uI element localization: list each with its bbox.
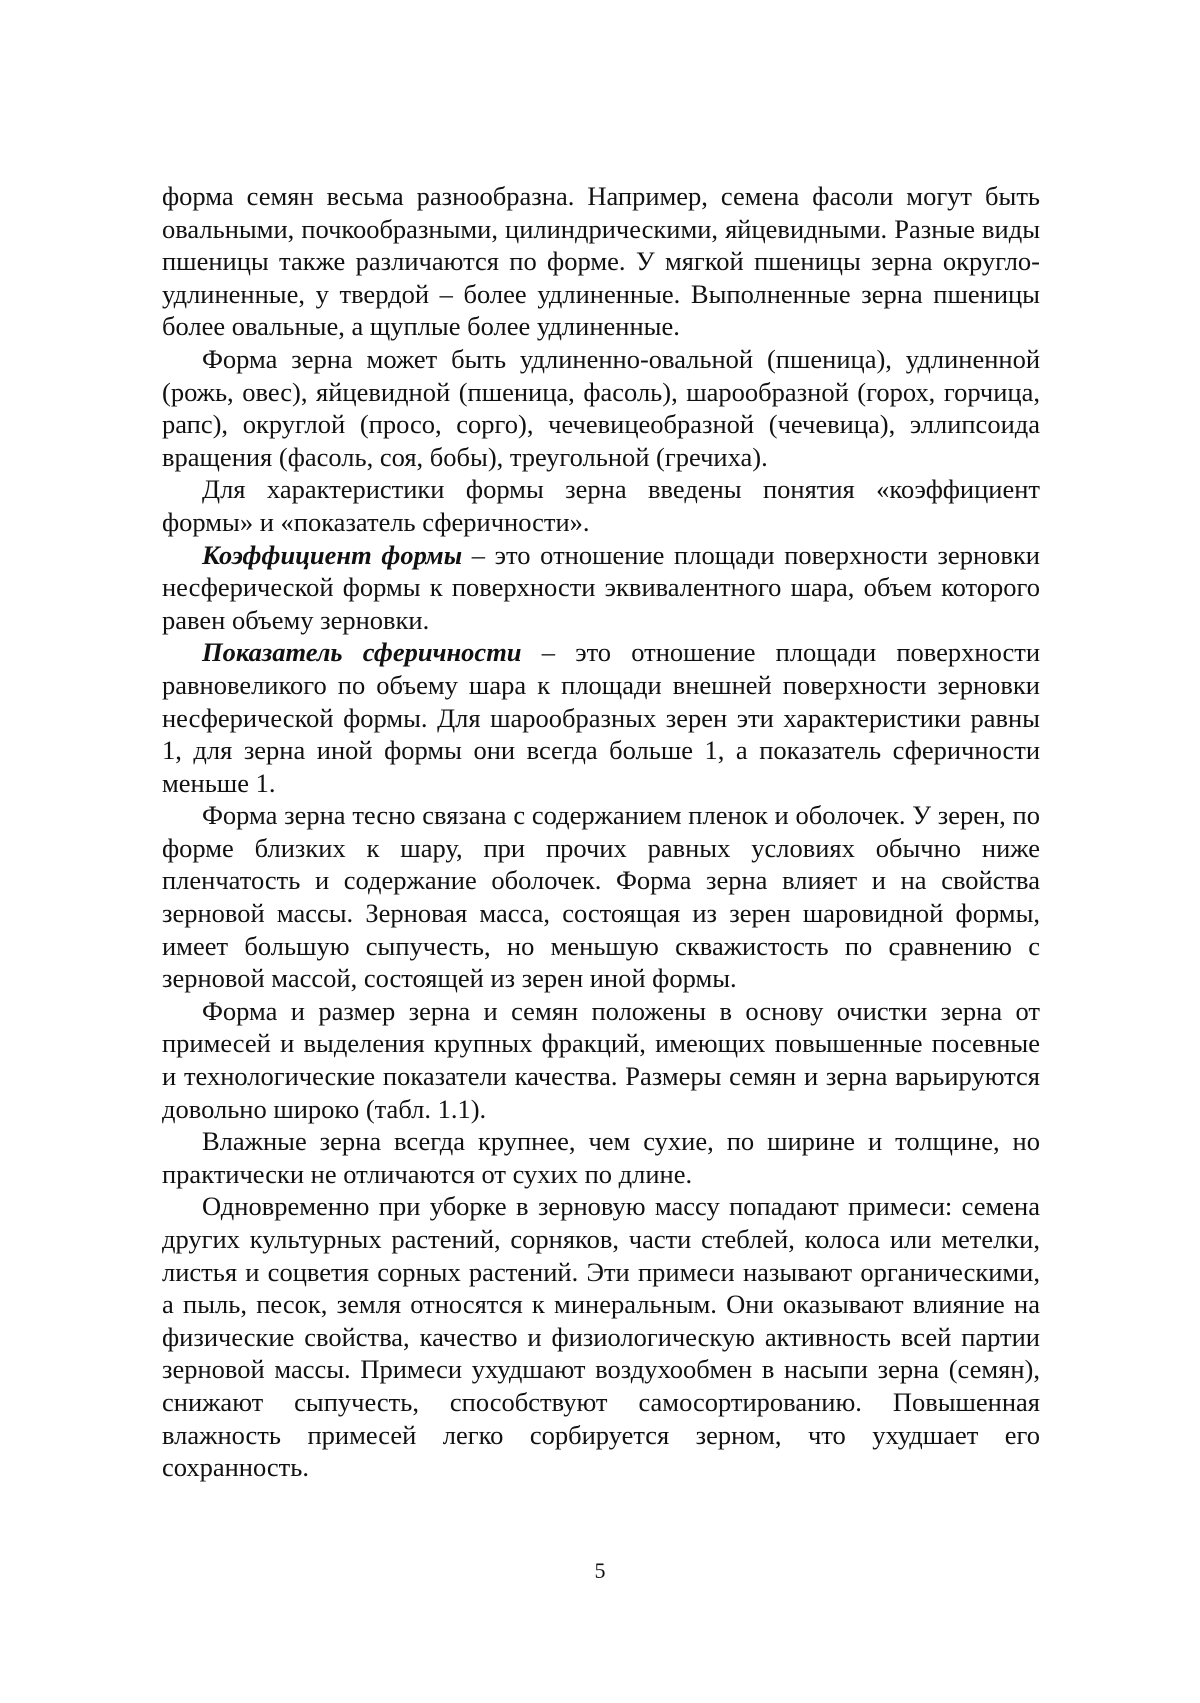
paragraph-moist-grains: Влажные зерна всегда крупнее, чем сухие, по ширине и толщине, но практически не отличаются от сухих по длине. (162, 1126, 1040, 1189)
paragraph-shape-and-husks: Форма зерна тесно связана с содержанием пленок и оболочек. У зерен, по форме близких к шару, при прочих равных условиях обычно ниже пленчатость и содержание оболочек. Форма зерна влияет и на свойства зерновой массы. Зерновая масса, состоящая из зерен шаровидной формы, имеет большую сыпучесть, но меньшую скважистость по сравнению с зерновой массой, состоящей из зерен иной формы. (162, 800, 1040, 994)
body-text (162, 180, 1040, 1484)
paragraph-grain-shape-types: Форма зерна может быть удлиненно-овальной (пшеница), удлиненной (рожь, овес), яйцевидной (пшеница, фасоль), шарообразной (горох, горчица, рапс), округлой (просо, сорго), чечевицеобразной (чечевица), эллипсоида вращения (фасоль, соя, бобы), треугольной (гречиха). (162, 343, 1040, 472)
page-number: 5 (594, 1558, 606, 1583)
term-shape-coefficient: Коэффициент формы (202, 539, 463, 570)
paragraph-shape-coefficient (162, 539, 1040, 637)
paragraph-shape-concepts: Для характеристики формы зерна введены понятия «коэффициент формы» и «показатель сферичности». (162, 474, 1040, 537)
paragraph-shape-and-cleaning: Форма и размер зерна и семян положены в основу очистки зерна от примесей и выделения крупных фракций, имеющих повышенные посевные и технологические показатели качества. Размеры семян и зерна варьируются довольно широко (табл. 1.1). (162, 995, 1040, 1124)
term-sphericity-index: Показатель сферичности (202, 637, 522, 668)
paragraph-impurities: Одновременно при уборке в зерновую массу попадают примеси: семена других культурных растений, сорняков, части стеблей, колоса или метелки, листья и соцветия сорных растений. Эти примеси называют органическими, а пыль, песок, земля относятся к минеральным. Они оказывают влияние на физические свойства, качество и физиологическую активность всей партии зерновой массы. Примеси ухудшают воздухообмен в насыпи зерна (семян), снижают сыпучесть, способствуют самосортированию. Повышенная влажность примесей легко сорбируется зерном, что ухудшает его сохранность. (162, 1191, 1040, 1483)
definition-shape-coefficient: – это отношение площади поверхности зерновки несферической формы к поверхности эквивалентного шара, объем которого равен объему зерновки. (162, 539, 1040, 635)
paragraph-sphericity-index (162, 636, 1040, 799)
definition-sphericity-index: – это отношение площади поверхности равновеликого по объему шара к площади внешней поверхности зерновки несферической формы. Для шарообразных зерен эти характеристики равны 1, для зерна иной формы они всегда больше 1, а показатель сферичности меньше 1. (162, 637, 1041, 798)
paragraph-grain-shape-variety: форма семян весьма разнообразна. Например, семена фасоли могут быть овальными, почкообразными, цилиндрическими, яйцевидными. Разные виды пшеницы также различаются по форме. У мягкой пшеницы зерна округло-удлиненные, у твердой – более удлиненные. Выполненные зерна пшеницы более овальные, а щуплые более удлиненные. (162, 181, 1040, 342)
